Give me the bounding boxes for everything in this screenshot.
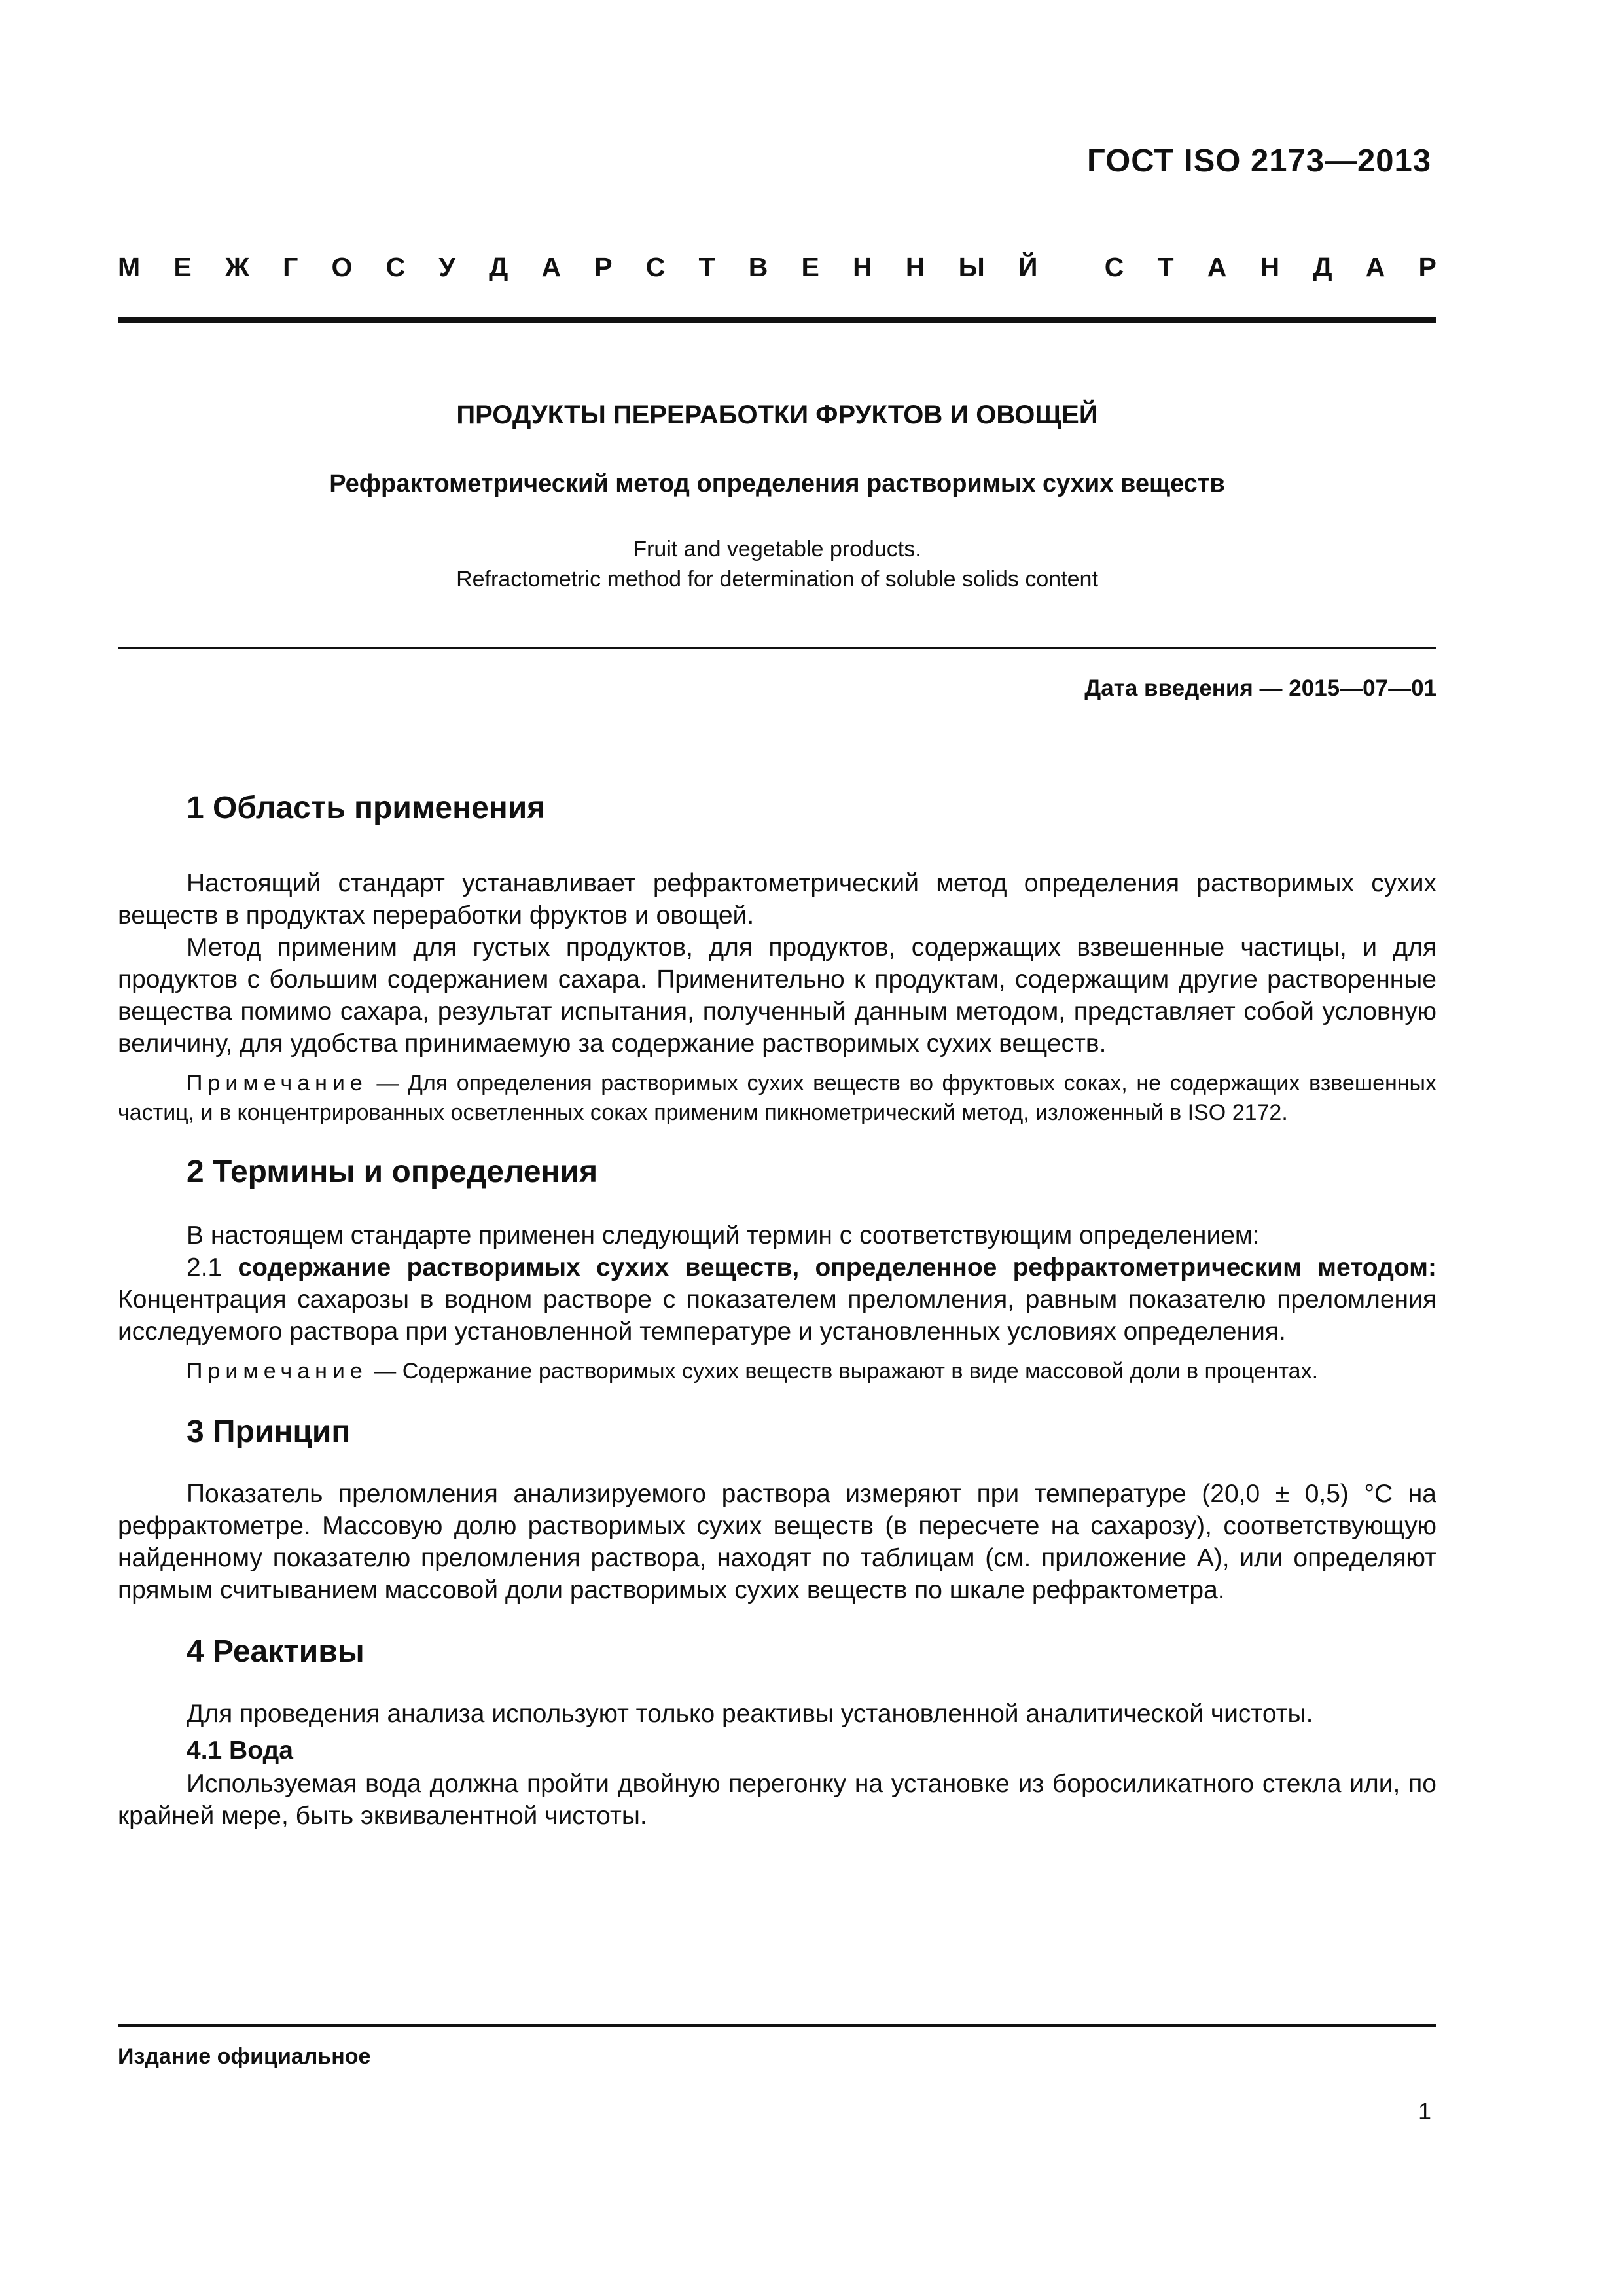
section-heading: 4 Реактивы — [187, 1634, 365, 1669]
banner-letter: А — [1207, 252, 1227, 282]
banner-letter: Н — [853, 252, 872, 282]
paragraph: Метод применим для густых продуктов, для продуктов, содержащих взвешенные частицы, и для продуктов с большим содержанием сахара. Применительно к продуктам, содержащим другие растворенные вещества помимо сахара, результат испытания, полученный данным методом, представляет собой условную величину, для удобства принимаемую за содержание растворимых сухих веществ. — [118, 933, 1436, 1058]
document-title: ПРОДУКТЫ ПЕРЕРАБОТКИ ФРУКТОВ И ОВОЩЕЙ — [456, 401, 1098, 429]
note-text: — Содержание растворимых сухих веществ выражают в виде массовой доли в процентах. — [367, 1359, 1319, 1384]
paragraph: Для проведения анализа используют только реактивы установленной аналитической чистоты. — [187, 1700, 1313, 1728]
banner-letter: Й — [1018, 252, 1038, 282]
banner-letter: М — [118, 252, 141, 282]
banner-letter: А — [541, 252, 562, 282]
banner-letter: Ы — [958, 252, 985, 282]
title-divider — [118, 647, 1436, 649]
banner-letter: Е — [801, 252, 819, 282]
banner-letter: С — [1104, 252, 1124, 282]
document-body — [118, 789, 1436, 1832]
document-subtitle: Рефрактометрический метод определения растворимых сухих веществ — [329, 470, 1225, 497]
standard-designation: ГОСТ ISO 2173—2013 — [1087, 143, 1431, 179]
banner-letter: Д — [1313, 252, 1332, 282]
standard-type-banner — [118, 252, 1436, 283]
banner-letter: Ж — [224, 252, 249, 282]
paragraph: Показатель преломления анализируемого раствора измеряют при температуре (20,0 ± 0,5) °С на рефрактометре. Массовую долю растворимых сухих веществ (в пересчете на сахарозу), соответствующую найденному показателю преломления раствора, находят по таблицам (см. приложение А), или определяют прямым считыванием массовой доли растворимых сухих веществ по шкале рефрактометра. — [118, 1480, 1436, 1604]
banner-letter: Г — [283, 252, 298, 282]
banner-letter: Т — [698, 252, 715, 282]
term-text: Концентрация сахарозы в водном растворе с показателем преломления, равным показателю преломления исследуемого раствора при установленной температуре и установленных условиях определения. — [118, 1285, 1436, 1346]
banner-letter: В — [748, 252, 768, 282]
banner-letter: Н — [905, 252, 925, 282]
term-name: содержание растворимых сухих веществ, определенное рефрактометрическим методом: — [238, 1253, 1436, 1282]
page-number: 1 — [1418, 2098, 1431, 2125]
paragraph: Настоящий стандарт устанавливает рефрактометрический метод определения растворимых сухих веществ в продуктах переработки фруктов и овощей. — [118, 869, 1436, 929]
term-definition — [118, 1251, 1436, 1348]
footer-divider — [118, 2024, 1436, 2027]
section-reagents — [118, 1632, 1436, 1832]
banner-letter: Р — [594, 252, 613, 282]
banner-letter: Н — [1260, 252, 1280, 282]
section-terms — [118, 1153, 1436, 1386]
section-scope — [118, 789, 1436, 1128]
section-heading: 2 Термины и определения — [187, 1155, 598, 1189]
banner-letter: С — [645, 252, 666, 282]
english-title-line: Refractometric method for determination of soluble solids content — [456, 567, 1098, 592]
banner-letter: Е — [173, 252, 192, 282]
section-heading: 1 Область применения — [187, 791, 546, 825]
english-title — [118, 534, 1436, 594]
banner-letter: А — [1365, 252, 1385, 282]
section-heading: 3 Принцип — [187, 1414, 351, 1449]
subsection-heading: 4.1 Вода — [187, 1736, 293, 1765]
paragraph: В настоящем стандарте применен следующий термин с соответствующим определением: — [187, 1221, 1260, 1249]
note-label: Примечание — [187, 1359, 368, 1384]
note — [118, 1069, 1436, 1128]
section-principle — [118, 1412, 1436, 1606]
official-edition-label: Издание официальное — [118, 2044, 371, 2069]
banner-letter: Р — [1418, 252, 1436, 282]
banner-letter: Т — [1157, 252, 1174, 282]
paragraph: Используемая вода должна пройти двойную перегонку на установке из боросиликатного стекла или, по крайней мере, быть эквивалентной чистоты. — [118, 1770, 1436, 1830]
banner-letter: У — [438, 252, 455, 282]
note-text: — Для определения растворимых сухих веществ во фруктовых соках, не содержащих взвешенных частиц, и в концентрированных осветленных соках применим пикнометрический метод, изложенный в ISO 2172. — [118, 1071, 1436, 1125]
note-label: Примечание — [187, 1071, 368, 1096]
note — [118, 1357, 1436, 1386]
english-title-line: Fruit and vegetable products. — [633, 537, 921, 562]
introduction-date: Дата введения — 2015—07—01 — [1084, 675, 1436, 701]
banner-letter: О — [331, 252, 353, 282]
banner-letter: С — [385, 252, 406, 282]
header-divider — [118, 317, 1436, 323]
banner-letter: Д — [489, 252, 508, 282]
term-number: 2.1 — [187, 1253, 238, 1282]
